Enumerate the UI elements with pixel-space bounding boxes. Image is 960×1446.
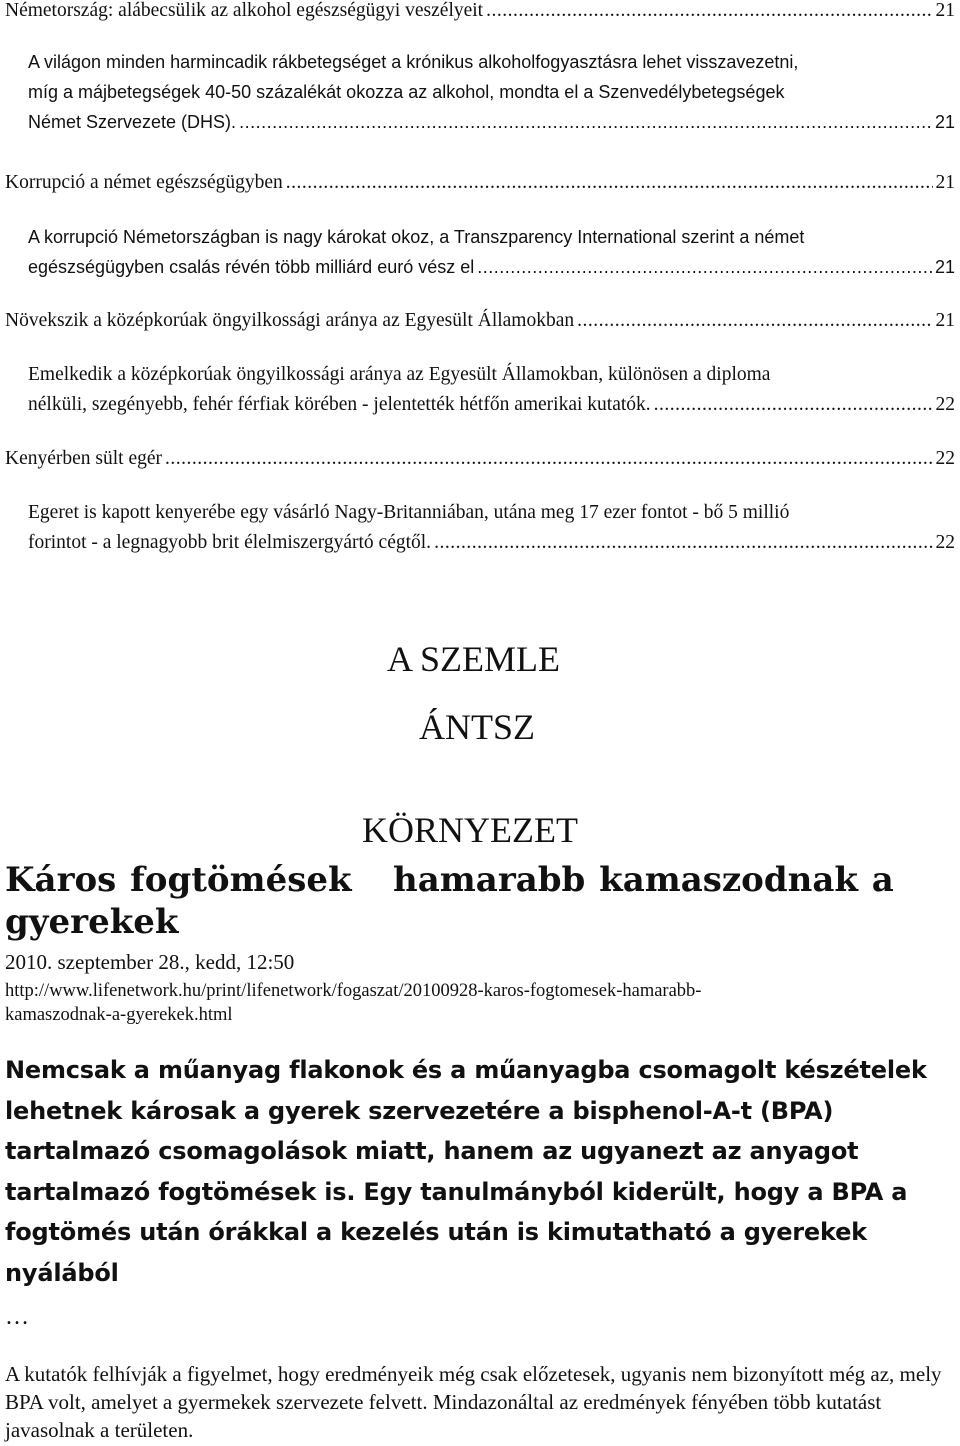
toc-entry-text: Emelkedik a középkorúak öngyilkossági aránya az Egyesült Államokban, különösen a diploma bbox=[28, 364, 771, 385]
article-lead: Nemcsak a műanyag flakonok és a műanyagba csomagolt készételek lehetnek károsak a gyerek szervezetére a bisphenol-A-t (BPA) tartalmazó csomagolások miatt, hanem az ugyanezt az anyagot tartalmazó fogtömések is. Egy tanulmányból kiderült, hogy a BPA a fogtömés után órákkal a kezelés után is kimutatható a gyerekek nyálából bbox=[5, 1056, 927, 1287]
toc-page-number: 21 bbox=[934, 257, 955, 277]
toc-leader-dots bbox=[477, 252, 932, 282]
toc-entry-title: Kenyérben sült egér bbox=[5, 448, 163, 469]
article-title-line: gyerekek bbox=[5, 902, 179, 942]
toc-entry-text: nélküli, szegényebb, fehér férfiak körében - jelentették hétfőn amerikai kutatók. bbox=[28, 394, 651, 415]
toc-entry-text: egészségügyben csalás révén több milliárd euró vész el bbox=[28, 257, 475, 277]
toc-entry-text: A korrupció Németországban is nagy károkat okoz, a Transzparency International szerint a német bbox=[28, 227, 805, 247]
toc-entry-text: Német Szervezete (DHS). bbox=[28, 112, 237, 132]
toc-page-number: 22 bbox=[935, 394, 955, 415]
article-ellipsis: … bbox=[5, 1304, 29, 1330]
article-title-line: Káros fogtömések hamarabb kamaszodnak a bbox=[5, 860, 894, 900]
toc-leader-dots bbox=[434, 528, 932, 558]
toc-entry[interactable] bbox=[5, 306, 955, 336]
toc-entry-title: Németország: alábecsülik az alkohol egészségügyi veszélyeit bbox=[5, 0, 484, 21]
toc-page-number: 21 bbox=[935, 310, 955, 331]
toc-entry-text: A világon minden harmincadik rákbetegséget a krónikus alkoholfogyasztásra lehet visszavezetni, bbox=[28, 52, 799, 72]
article-title bbox=[5, 859, 945, 943]
toc-entry[interactable] bbox=[28, 498, 955, 558]
toc-entry[interactable] bbox=[28, 360, 955, 420]
toc-entry[interactable] bbox=[28, 222, 955, 282]
toc-entry-title: Korrupció a német egészségügyben bbox=[5, 172, 283, 193]
article-date: 2010. szeptember 28., kedd, 12:50 bbox=[5, 950, 295, 974]
toc-leader-dots bbox=[286, 168, 933, 198]
toc-entry[interactable] bbox=[5, 444, 955, 474]
toc-leader-dots bbox=[577, 306, 932, 336]
section-heading-szemle: A SZEMLE bbox=[387, 639, 561, 679]
toc-entry-text: míg a májbetegségek 40-50 százalékát okozza az alkohol, mondta el a Szenvedélybetegségek bbox=[28, 82, 785, 102]
article-url[interactable] bbox=[5, 979, 955, 1027]
toc-entry[interactable] bbox=[28, 47, 955, 137]
toc-leader-dots bbox=[486, 0, 932, 26]
toc-entry-text: forintot - a legnagyobb brit élelmiszergyártó cégtől. bbox=[28, 532, 432, 553]
toc-leader-dots bbox=[654, 390, 933, 420]
article-url-line: http://www.lifenetwork.hu/print/lifenetwork/fogaszat/20100928-karos-fogtomesek-hamarabb- bbox=[5, 981, 702, 1001]
article-url-line: kamaszodnak-a-gyerekek.html bbox=[5, 1005, 233, 1025]
article-body: A kutatók felhívják a figyelmet, hogy eredményeik még csak előzetesek, ugyanis nem bizonyított még az, mely BPA volt, amelyet a gyermekek szervezete felvett. Mindazonáltal az eredmények fényében több kutatást javasolnak a területen. bbox=[5, 1362, 942, 1442]
section-heading-antsz: ÁNTSZ bbox=[419, 707, 535, 747]
toc-page-number: 21 bbox=[935, 0, 955, 21]
toc-leader-dots bbox=[165, 444, 932, 474]
toc-entry-text: Egeret is kapott kenyerébe egy vásárló Nagy-Britanniában, utána meg 17 ezer fontot - bő 5 millió bbox=[28, 502, 790, 523]
toc-leader-dots bbox=[239, 107, 932, 137]
toc-page-number: 21 bbox=[934, 112, 955, 132]
toc-page-number: 22 bbox=[935, 532, 955, 553]
toc-page-number: 21 bbox=[935, 172, 955, 193]
toc-page-number: 22 bbox=[935, 448, 955, 469]
toc-entry-title: Növekszik a középkorúak öngyilkossági aránya az Egyesült Államokban bbox=[5, 310, 575, 331]
toc-entry[interactable] bbox=[5, 168, 955, 198]
toc-entry[interactable] bbox=[5, 0, 955, 26]
section-heading-kornyezet: KÖRNYEZET bbox=[362, 810, 578, 850]
